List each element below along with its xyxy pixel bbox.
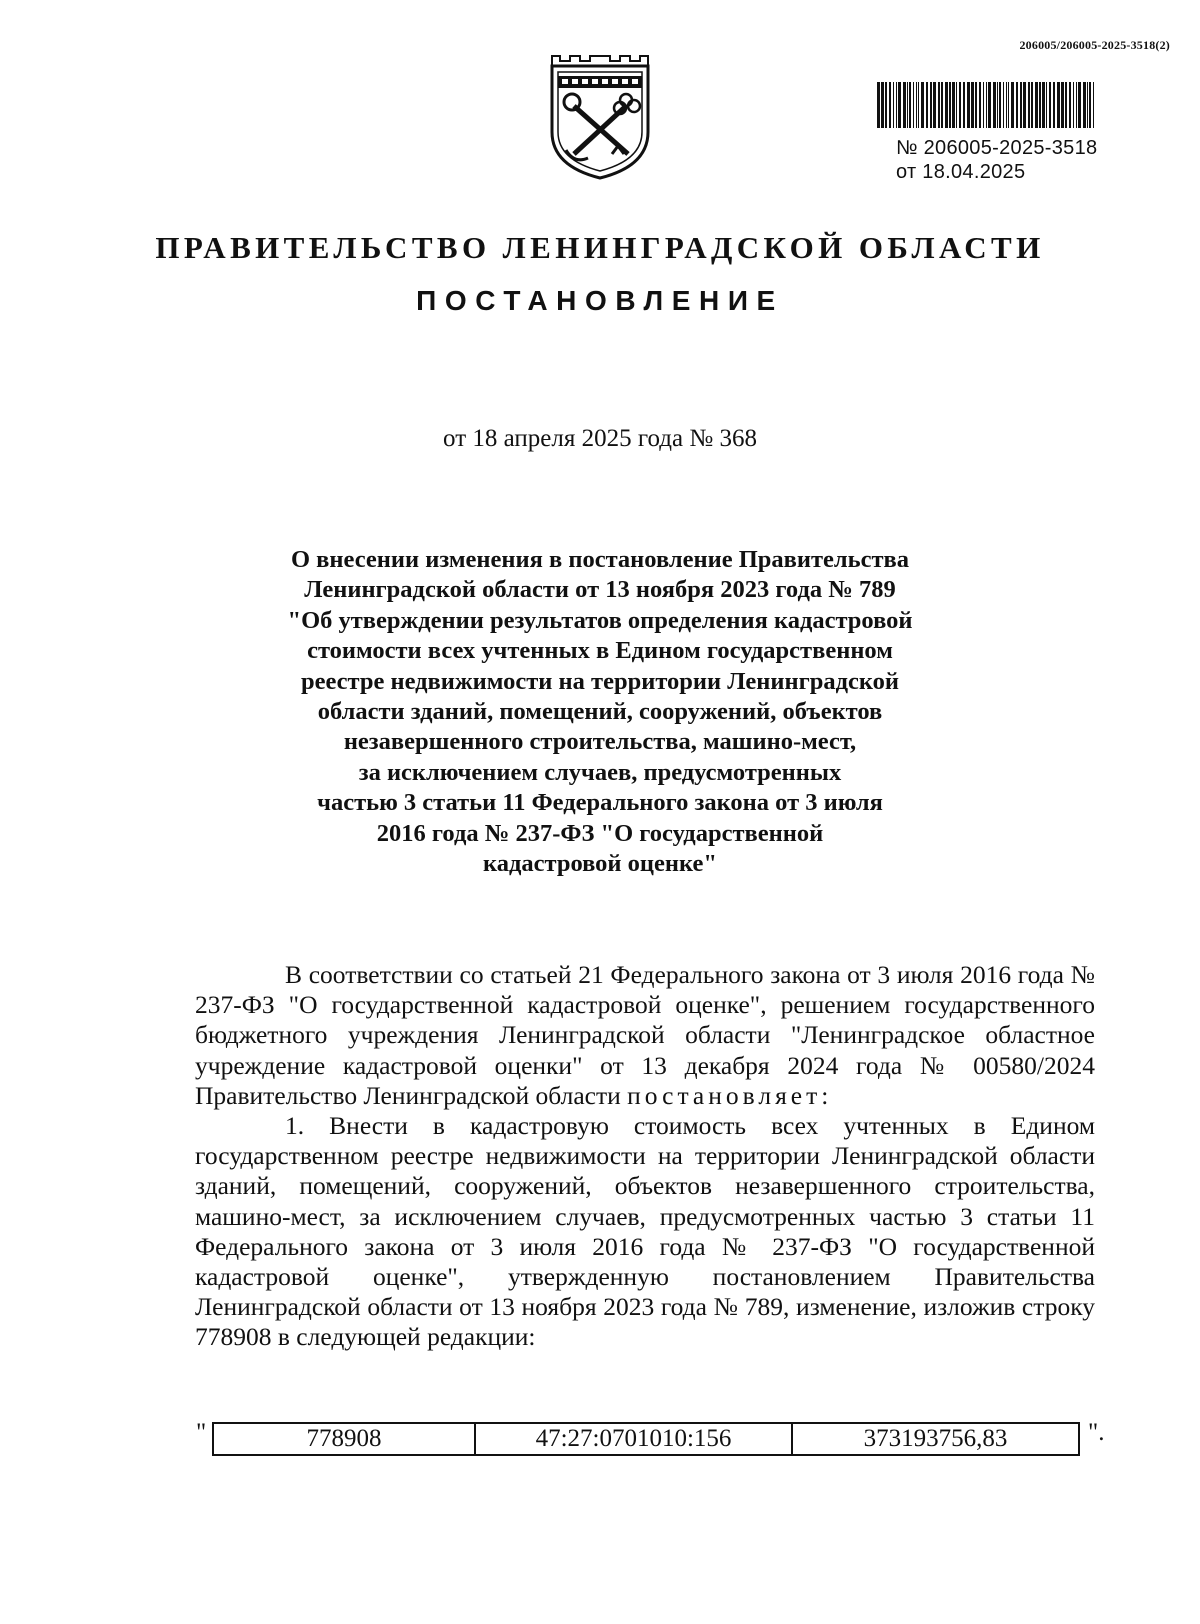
amended-row xyxy=(196,1419,1116,1455)
close-quote: ". xyxy=(1088,1419,1105,1446)
open-quote: " xyxy=(196,1419,207,1446)
title-line: незавершенного строительства, машино-мест, xyxy=(343,728,857,756)
row-number-cell: 778908 xyxy=(213,1423,475,1455)
table-row xyxy=(213,1423,1079,1455)
issuing-authority: ПРАВИТЕЛЬСТВО ЛЕНИНГРАДСКОЙ ОБЛАСТИ xyxy=(155,230,1045,265)
coat-of-arms-emblem xyxy=(548,54,652,182)
resolves-word: постановляет: xyxy=(627,1080,833,1110)
document-type: ПОСТАНОВЛЕНИЕ xyxy=(416,285,784,316)
cadastral-number-cell: 47:27:0701010:156 xyxy=(475,1423,792,1455)
title-line: за исключением случаев, предусмотренных xyxy=(358,758,842,786)
title-line: частью 3 статьи 11 Федерального закона от 3 июля xyxy=(317,789,883,817)
title-line: реестре недвижимости на территории Ленинградской xyxy=(300,667,899,695)
cadastral-table xyxy=(212,1422,1080,1456)
barcode xyxy=(877,82,1097,128)
registration-number: № 206005-2025-3518 xyxy=(896,137,1098,159)
clause-1-paragraph: 1. Внести в кадастровую стоимость всех учтенных в Едином государственном реестре недвижимости на территории Ленинградской области зданий, помещений, сооружений, объектов незавершенного строительства, машино-мест, за исключением случаев, предусмотренных частью 3 статьи 11 Федерального закона от 3 июля 2016 года № 237-ФЗ "О государственной кадастровой оценке", утвержденную постановлением Правительства Ленинградской области от 13 ноября 2023 года № 789, изменение, изложив строку 778908 в следующей редакции: xyxy=(195,1111,1095,1352)
document-title xyxy=(240,545,960,879)
title-line: кадастровой оценке" xyxy=(482,850,717,878)
preamble-paragraph xyxy=(195,960,1095,1111)
document-reference: 206005/206005-2025-3518(2) xyxy=(1019,38,1170,52)
document-body xyxy=(195,960,1095,1353)
title-line: 2016 года № 237-ФЗ "О государственной xyxy=(376,819,824,847)
preamble-text: В соответствии со статьей 21 Федерального закона от 3 июля 2016 года № 237-ФЗ "О государственной кадастровой оценке", решением государственного бюджетного учреждения Ленинградской области "Ленинградское областное учреждение кадастровой оценки" от 13 декабря 2024 года № 00580/2024 Правительство Ленинградской области xyxy=(195,960,1095,1110)
document-date-number: от 18 апреля 2025 года № 368 xyxy=(443,425,757,452)
title-line: стоимости всех учтенных в Едином государственном xyxy=(307,637,893,665)
registration-date: от 18.04.2025 xyxy=(896,161,1026,183)
title-line: области зданий, помещений, сооружений, объектов xyxy=(317,698,883,726)
title-line: О внесении изменения в постановление Правительства xyxy=(291,546,909,573)
title-line: Ленинградской области от 13 ноября 2023 года № 789 xyxy=(304,576,896,604)
title-line: "Об утверждении результатов определения кадастровой xyxy=(287,606,913,634)
registration-block xyxy=(896,136,1097,184)
cadastral-value-cell: 373193756,83 xyxy=(792,1423,1079,1455)
